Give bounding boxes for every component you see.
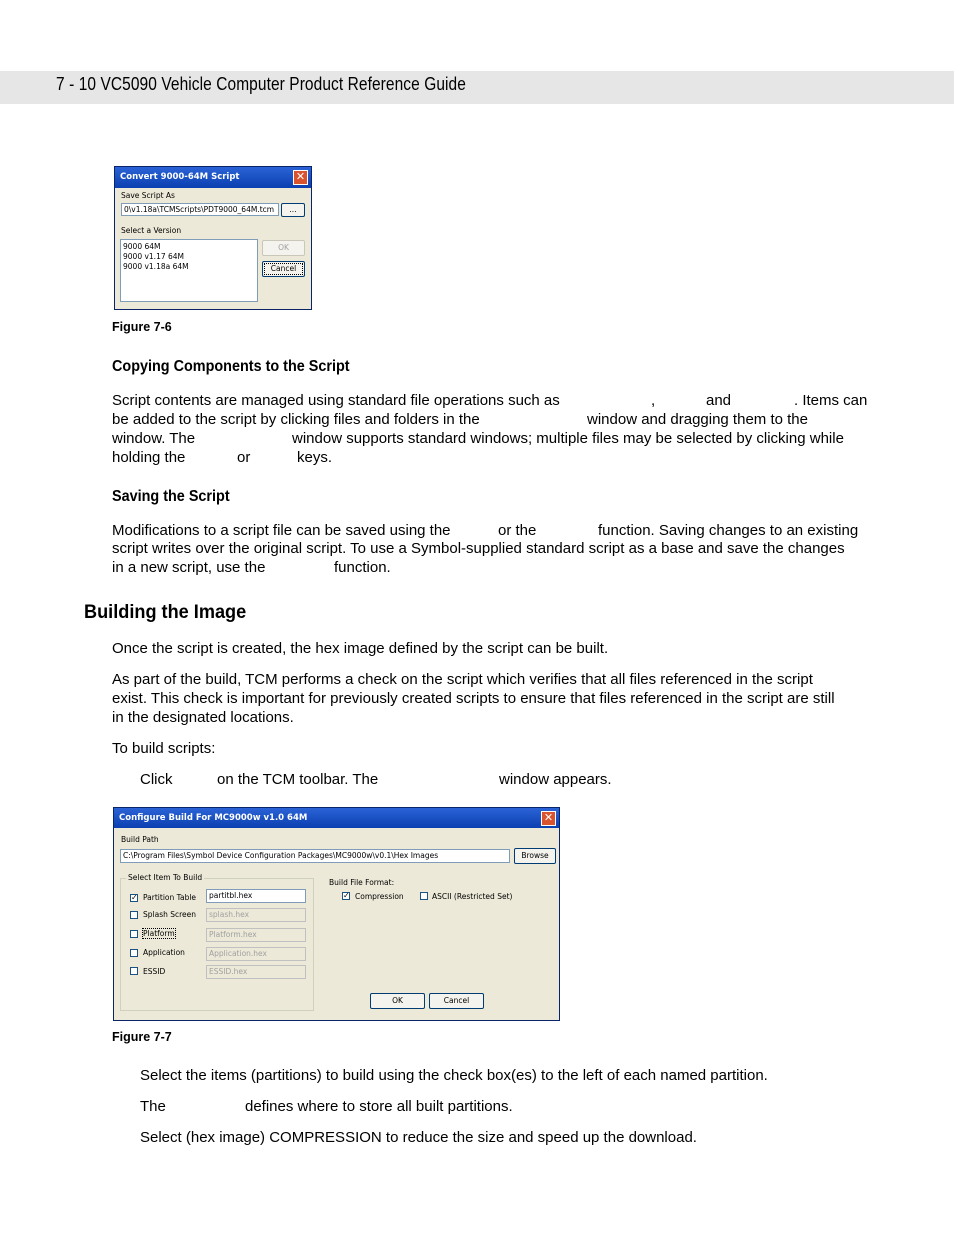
cancel-button[interactable]: Cancel	[262, 261, 305, 277]
ok-button[interactable]: OK	[370, 993, 425, 1009]
platform-checkbox[interactable]	[130, 930, 138, 938]
build-path-label: Build Path	[121, 835, 159, 844]
body-text: keys.	[297, 449, 333, 466]
body-text: Select the items (partitions) to build using the check box(es) to the left of each named partition.	[140, 1067, 768, 1084]
close-icon[interactable]: ✕	[293, 170, 308, 185]
body-text: holding the	[112, 449, 186, 466]
figure-caption: Figure 7-6	[112, 320, 172, 334]
body-text: Once the script is created, the hex image defined by the script can be built.	[112, 640, 609, 657]
ascii-checkbox[interactable]	[420, 892, 428, 900]
body-text: defines where to store all built partitions.	[245, 1098, 513, 1115]
body-text: To build scripts:	[112, 740, 216, 757]
body-text: Script contents are managed using standard file operations such as	[112, 392, 560, 409]
configure-build-dialog	[113, 807, 560, 1021]
body-text: exist. This check is important for previously created scripts to ensure that files referenced in the script are still	[112, 690, 835, 707]
essid-checkbox[interactable]	[130, 967, 138, 975]
essid-file-input[interactable]: ESSID.hex	[206, 965, 306, 979]
convert-script-dialog	[114, 166, 312, 310]
compression-label: Compression	[355, 892, 404, 901]
browse-button[interactable]: Browse	[514, 848, 556, 864]
browse-button[interactable]: ...	[281, 203, 305, 217]
section-heading: Copying Components to the Script	[112, 358, 350, 375]
body-text: in the designated locations.	[112, 709, 294, 726]
body-text: Modifications to a script file can be saved using the	[112, 522, 451, 539]
build-path-input[interactable]: C:\Program Files\Symbol Device Configuration Packages\MC9000w\v0.1\Hex Images	[120, 849, 510, 863]
body-text: The	[140, 1098, 166, 1115]
figure-caption: Figure 7-7	[112, 1030, 172, 1044]
section-heading: Saving the Script	[112, 488, 230, 505]
list-item[interactable]: 9000 v1.17 64M	[123, 252, 185, 261]
dialog-title: Convert 9000-64M Script	[120, 172, 240, 182]
platform-label: Platform	[143, 929, 175, 938]
version-list[interactable]	[120, 239, 258, 302]
body-text: As part of the build, TCM performs a check on the script which verifies that all files referenced in the script	[112, 671, 813, 688]
application-checkbox[interactable]	[130, 949, 138, 957]
body-text: on the TCM toolbar. The	[217, 771, 379, 788]
essid-label: ESSID	[143, 967, 166, 976]
cancel-button[interactable]: Cancel	[429, 993, 484, 1009]
dialog-title-bar	[115, 167, 311, 188]
body-text: window and dragging them to the	[587, 411, 808, 428]
select-item-group-label: Select Item To Build	[128, 873, 203, 882]
dialog-title-bar	[114, 808, 559, 828]
select-version-label: Select a Version	[121, 226, 182, 235]
section-heading: Building the Image	[84, 601, 247, 623]
partition-table-label: Partition Table	[143, 893, 197, 902]
script-path-input[interactable]: 0\v1.18a\TCMScripts\PDT9000_64M.tcm	[121, 203, 279, 216]
body-text: ,	[651, 392, 656, 409]
save-script-as-label: Save Script As	[121, 191, 175, 200]
body-text: function. Saving changes to an existing	[598, 522, 859, 539]
partition-table-file-input[interactable]: partitbl.hex	[206, 889, 306, 903]
ok-button[interactable]: OK	[262, 240, 305, 256]
compression-checkbox[interactable]: ✓	[343, 891, 350, 900]
list-item[interactable]: 9000 v1.18a 64M	[123, 262, 189, 271]
body-text: function.	[334, 559, 391, 576]
application-file-input[interactable]: Application.hex	[206, 947, 306, 961]
dialog-title: Configure Build For MC9000w v1.0 64M	[119, 813, 308, 823]
splash-screen-checkbox[interactable]	[130, 911, 138, 919]
body-text: window supports standard windows; multiple files may be selected by clicking while	[292, 430, 844, 447]
body-text: in a new script, use the	[112, 559, 266, 576]
splash-screen-label: Splash Screen	[143, 910, 197, 919]
body-text: . Items can	[794, 392, 868, 409]
body-text: Click	[140, 771, 173, 788]
application-label: Application	[143, 948, 185, 957]
body-text: or	[237, 449, 251, 466]
body-text: window appears.	[499, 771, 612, 788]
close-icon[interactable]: ✕	[541, 811, 556, 826]
body-text: script writes over the original script. To use a Symbol-supplied standard script as a base and save the changes	[112, 540, 845, 557]
list-item[interactable]: 9000 64M	[123, 242, 161, 251]
ascii-label: ASCII (Restricted Set)	[432, 892, 513, 901]
splash-screen-file-input[interactable]: splash.hex	[206, 908, 306, 922]
body-text: and	[706, 392, 732, 409]
body-text: be added to the script by clicking files and folders in the	[112, 411, 480, 428]
partition-table-checkbox[interactable]: ✓	[131, 893, 138, 902]
body-text: or the	[498, 522, 537, 539]
body-text: Select (hex image) COMPRESSION to reduce the size and speed up the download.	[140, 1129, 697, 1146]
body-text: window. The	[112, 430, 196, 447]
build-format-label: Build File Format:	[329, 878, 395, 887]
page-header-title: 7 - 10 VC5090 Vehicle Computer Product Reference Guide	[56, 74, 466, 94]
platform-file-input[interactable]: Platform.hex	[206, 928, 306, 942]
